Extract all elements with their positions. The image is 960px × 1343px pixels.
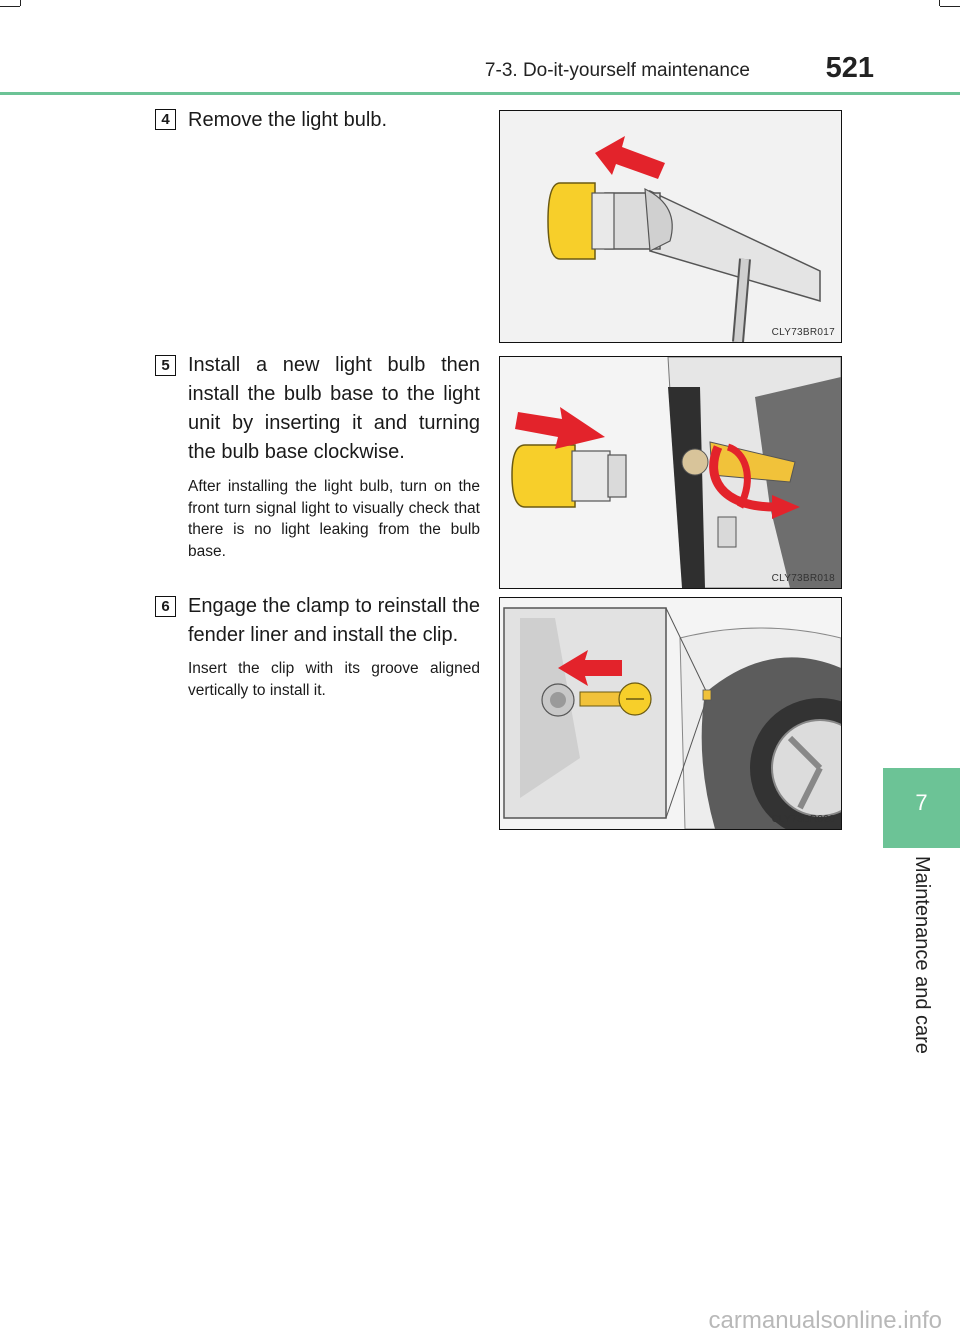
header-rule: [0, 92, 960, 95]
step-note: After installing the light bulb, turn on the front turn signal light to visually check that there is no light leaking from the bulb base.: [188, 478, 480, 560]
section-title: 7-3. Do-it-yourself maintenance: [484, 60, 750, 81]
step-number-badge: 4: [155, 109, 176, 130]
step-instruction: Remove the light bulb.: [188, 109, 388, 131]
crop-mark: [939, 0, 940, 6]
crop-mark: [20, 0, 21, 6]
figure-install-bulb: [499, 356, 842, 589]
bulb-install-illustration: [500, 357, 841, 588]
step-instruction: Install a new light bulb then install the bulb base to the light unit by inserting it and turning the bulb base clockwise.: [188, 354, 480, 463]
bulb-removal-illustration: [500, 111, 841, 342]
clip-install-illustration: [500, 598, 841, 829]
step-number-badge: 6: [155, 596, 176, 617]
step-instruction: Engage the clamp to reinstall the fender liner and install the clip.: [188, 595, 480, 646]
crop-mark: [940, 6, 960, 7]
chapter-tab: [883, 768, 960, 848]
figure-install-clip: [499, 597, 842, 830]
chapter-number: 7: [915, 790, 928, 815]
page-number: 521: [825, 52, 874, 84]
watermark: carmanualsonline.info: [708, 1307, 942, 1334]
figure-code: CLY73BR020: [771, 814, 835, 825]
figure-code: CLY73BR017: [771, 327, 835, 338]
figure-remove-bulb: [499, 110, 842, 343]
step-note: Insert the clip with its groove aligned vertically to install it.: [188, 660, 480, 699]
figure-code: CLY73BR018: [771, 573, 835, 584]
chapter-label: Maintenance and care: [911, 856, 933, 1054]
crop-mark: [0, 6, 20, 7]
step-number-badge: 5: [155, 355, 176, 376]
